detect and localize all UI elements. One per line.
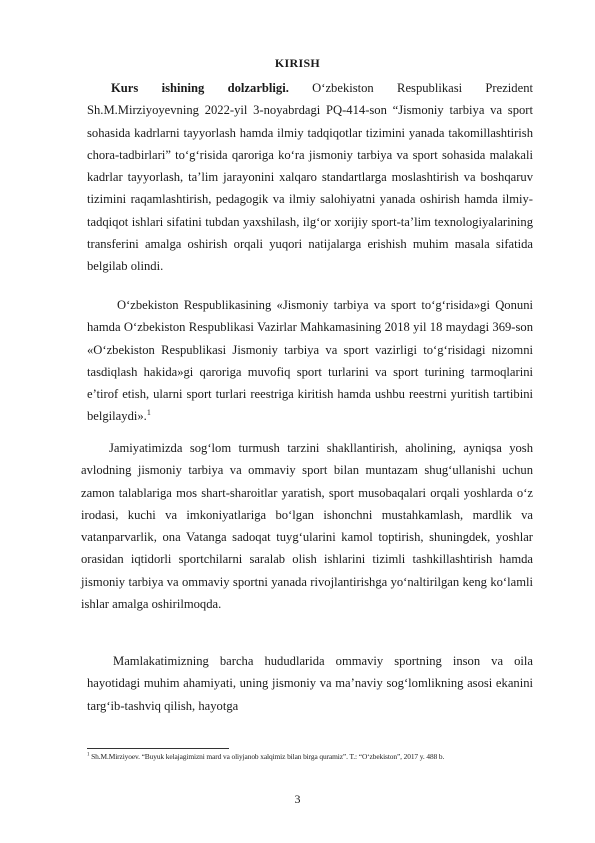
footnote-number: 1: [87, 752, 90, 758]
paragraph-text: O‘zbekiston Respublikasining «Jismoniy tarbiya va sport to‘g‘risida»gi Qonuni hamda O‘zbekiston Respublikasi Vazirlar Mahkamasining 2018 yil 18 maydagi 369-son «O‘zbekiston Respublikasi Jismoniy tarbiya va sport vazirligi to‘g‘risidagi nizomni tasdiqlash hakida»gi qaroriga muvofiq sport turlarini va sport turining tarmoqlarini e’tirof etish, ularni sport turlari reestriga kiritish hamda ushbu reestrni yuritish tartibini belgilaydi».: [87, 298, 533, 424]
page-number: 3: [294, 792, 301, 806]
footnote-reference[interactable]: 1: [146, 408, 151, 418]
paragraph-law: [87, 294, 533, 428]
footnote: [87, 752, 547, 762]
footnote-text: Sh.M.Mirziyoev. “Buyuk kelajagimizni mard va oliyjanob xalqimiz bilan birga quramiz”. T.: “O‘zbekiston”, 2017 y. 488 b.: [89, 752, 445, 761]
section-heading: KIRISH: [274, 56, 321, 70]
paragraph-text: Jamiyatimizda sog‘lom turmush tarzini shakllantirish, aholining, ayniqsa yosh avlodning jismoniy tarbiya va ommaviy sport bilan muntazam shug‘ullanishi uchun zamon talablariga mos shart-sharoitlar yaratish, sport musobaqalari orqali yoshlarda o‘z irodasi, kuchi va imkoniyatlariga bo‘lgan ishonchni mustahkamlash, mardlik va vatanparvarlik, ona Vatanga sadoqat tuyg‘ularini kamol toptirish, shuningdek, yoshlar orasidan iqtidorli sportchilarni saralab olish ishlarini tizimli tashkillashtirish hamda jismoniy tarbiya va ommaviy sportni yanada rivojlantirishga yo‘naltirilgan keng ko‘lamli ishlar amalga oshirilmoqda.: [81, 441, 533, 612]
paragraph-text: O‘zbekiston Respublikasi Prezident Sh.M.Mirziyoyevning 2022-yil 3-noyabrdagi PQ-414-son “Jismoniy tarbiya va sport sohasida kadrlarni tayyorlash hamda ilmiy tadqiqotlar tizimini yanada takomillashtirish chora-tadbirlari” to‘g‘risida qaroriga ko‘ra jismoniy tarbiya va sport sohasida malakali kadrlar tayyorlash, ta’lim jarayonini xalqaro standartlarga moslashtirish va boshqaruv tizimini raqamlashtirish, pedagogik va ilmiy salohiyatni yanada oshirish hamda ilmiy-tadqiqot ishlari sifatini tubdan yaxshilash, ilg‘or xorijiy sport-ta’lim texnologiyalarining transferini amalga oshirish orqali yuqori natijalarga erishish muhim masala sifatida belgilab olindi.: [87, 81, 533, 274]
footnote-separator: [87, 748, 229, 749]
paragraph-society: [81, 437, 533, 615]
paragraph-text: Mamlakatimizning barcha hududlarida ommaviy sportning inson va oila hayotidagi muhim ahamiyati, uning jismoniy va ma’naviy sog‘lomlikning asosi ekanini targ‘ib-tashviq qilish, hayotga: [87, 654, 533, 713]
paragraph-relevance: [87, 77, 533, 278]
paragraph-lead-bold: Kurs ishining dolzarbligi.: [111, 81, 289, 95]
paragraph-regions: [87, 650, 533, 717]
